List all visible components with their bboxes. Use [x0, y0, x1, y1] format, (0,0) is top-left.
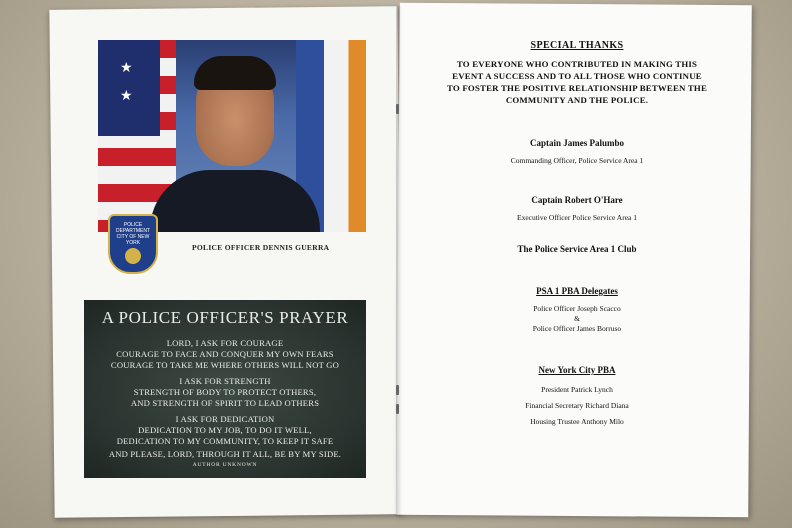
thanks-line: TO EVERYONE WHO CONTRIBUTED IN MAKING THIS [456, 59, 698, 69]
pba-delegates-heading: PSA 1 PBA Delegates [536, 286, 618, 296]
star-icon: ★ [120, 61, 133, 76]
staple-middle [396, 385, 399, 395]
nyc-pba-member: Financial Secretary Richard Diana [525, 401, 629, 410]
club-name: The Police Service Area 1 Club [517, 244, 637, 254]
prayer-line: I ASK FOR STRENGTH [179, 376, 271, 386]
prayer-plaque [84, 300, 366, 478]
officer-hair [194, 56, 276, 90]
nyc-pba-member: Housing Trustee Anthony Milo [530, 417, 624, 426]
prayer-line: DEDICATION TO MY COMMUNITY, TO KEEP IT SAFE [116, 436, 334, 446]
prayer-title: A POLICE OFFICER'S PRAYER [101, 308, 349, 327]
prayer-line: AND STRENGTH OF SPIRIT TO LEAD OTHERS [130, 398, 320, 408]
photo-caption: POLICE OFFICER DENNIS GUERRA [192, 243, 330, 252]
pba-ampersand: & [574, 314, 580, 323]
prayer-line: AND PLEASE, LORD, THROUGH IT ALL, BE BY MY SIDE. [108, 449, 342, 459]
thanks-line: TO FOSTER THE POSITIVE RELATIONSHIP BETWEEN THE [446, 83, 708, 93]
pba-delegate: Police Officer Joseph Scacco [533, 304, 621, 313]
ohare-title: Executive Officer Police Service Area 1 [516, 213, 638, 222]
prayer-line: LORD, I ASK FOR COURAGE [166, 338, 284, 348]
us-flag-canton [98, 40, 160, 136]
staple-top [396, 104, 399, 114]
thanks-line: COMMUNITY AND THE POLICE. [505, 95, 649, 105]
star-icon: ★ [120, 89, 133, 104]
special-thanks-heading: SPECIAL THANKS [530, 40, 624, 51]
nyc-pba-heading: New York City PBA [538, 365, 616, 375]
prayer-line: COURAGE TO TAKE ME WHERE OTHERS WILL NOT GO [110, 360, 340, 370]
badge-text: POLICE DEPARTMENT CITY OF NEW YORK [116, 222, 150, 246]
palumbo-title: Commanding Officer, Police Service Area 1 [510, 156, 644, 165]
palumbo-name: Captain James Palumbo [529, 138, 624, 148]
officer-photo [98, 40, 366, 232]
thanks-line: EVENT A SUCCESS AND TO ALL THOSE WHO CONTINUE [452, 71, 702, 81]
nyc-pba-member: President Patrick Lynch [541, 385, 613, 394]
prayer-author: AUTHOR UNKNOWN [192, 462, 258, 468]
seal-icon [125, 248, 141, 264]
prayer-line: STRENGTH OF BODY TO PROTECT OTHERS, [133, 387, 317, 397]
ohare-name: Captain Robert O'Hare [531, 195, 623, 205]
pba-delegate: Police Officer James Borruso [532, 324, 622, 333]
prayer-line: DEDICATION TO MY JOB, TO DO IT WELL, [138, 425, 312, 435]
spine [396, 6, 402, 516]
prayer-line: I ASK FOR DEDICATION [175, 414, 275, 424]
officer-uniform [150, 170, 320, 232]
nypd-patch-icon [108, 214, 158, 274]
staple-bottom [396, 404, 399, 414]
prayer-line: COURAGE TO FACE AND CONQUER MY OWN FEARS [116, 349, 334, 359]
